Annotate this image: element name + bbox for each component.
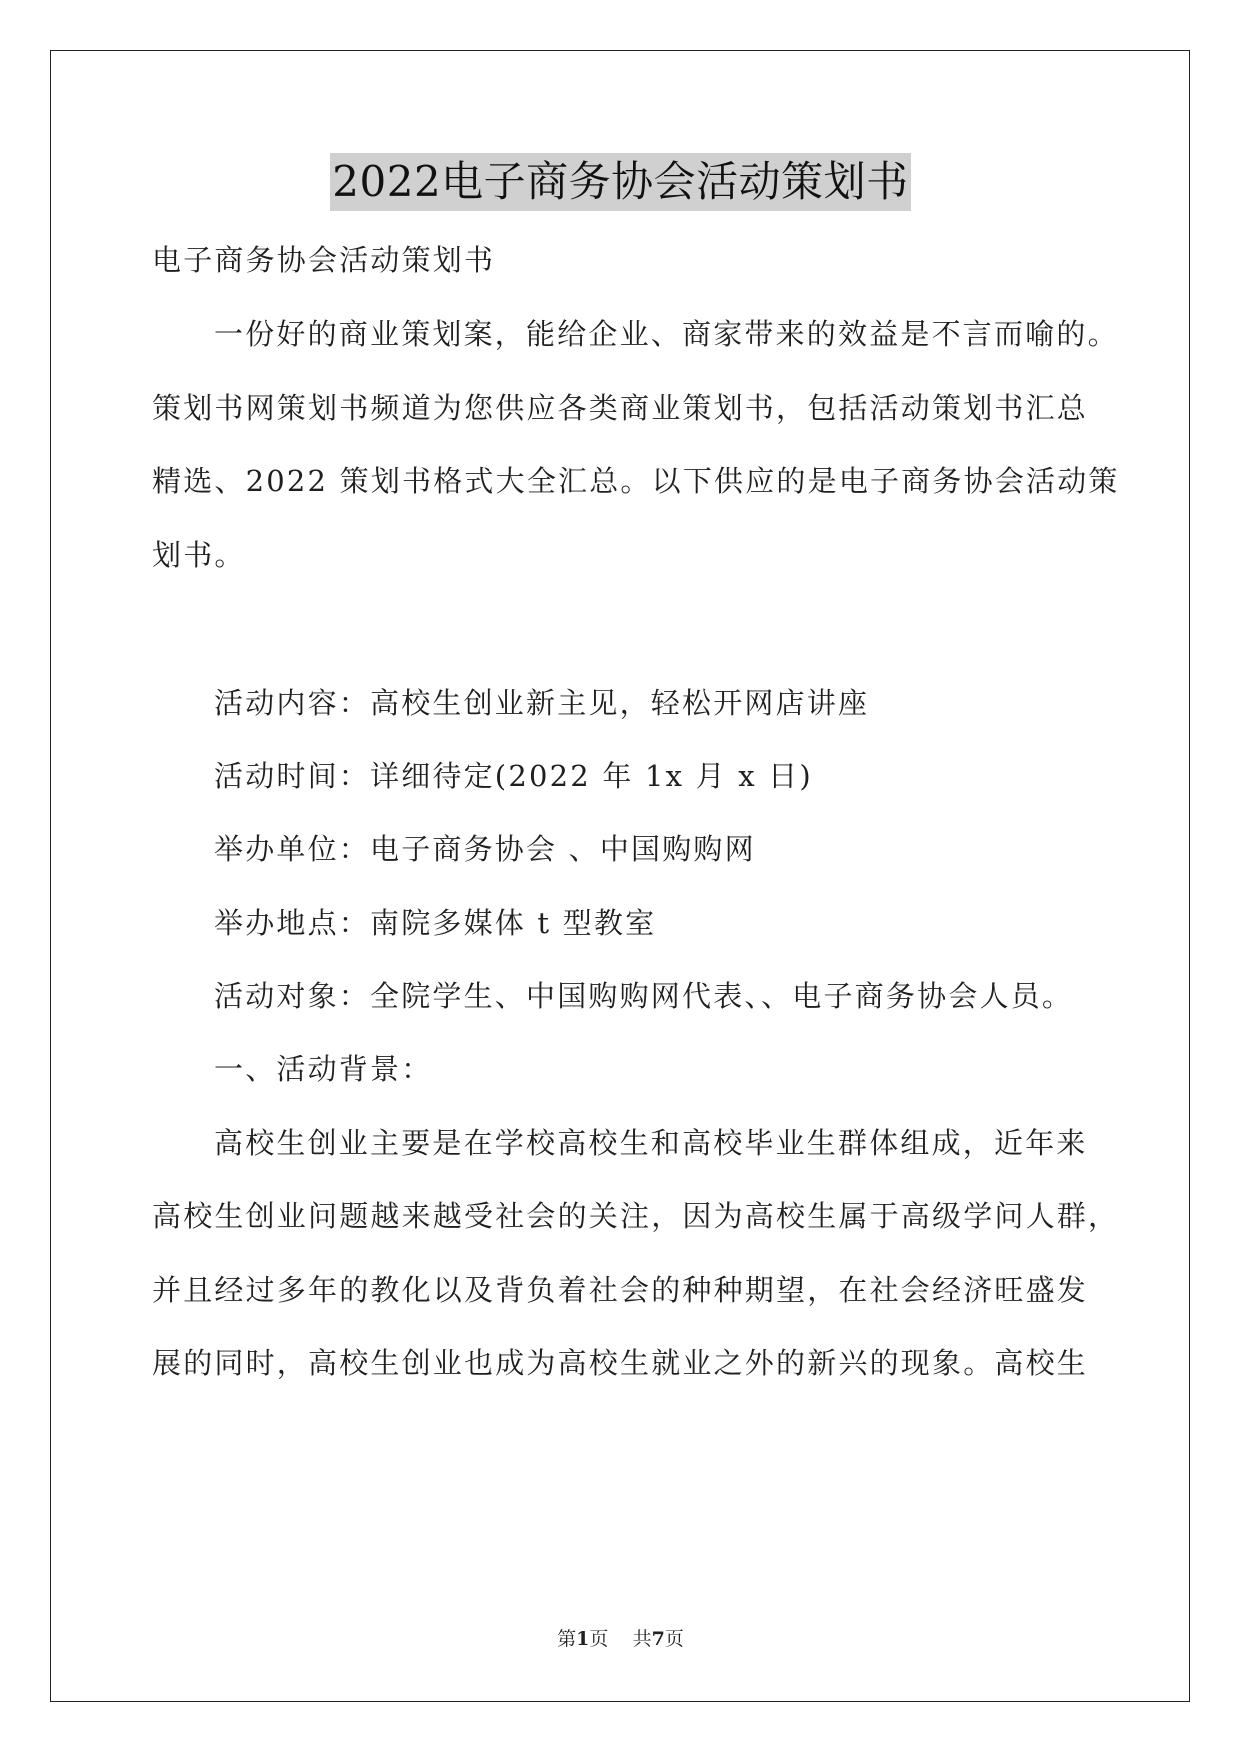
page-footer [0,1626,1241,1652]
document-subtitle: 电子商务协会活动策划书 [152,243,496,277]
section-line-2: 高校生创业问题越来越受社会的关注，因为高校生属于高级学问人群， [152,1199,1120,1233]
intro-line-3: 精选、2022 策划书格式大全汇总。以下供应的是电子商务协会活动策 [152,464,1120,498]
footer-page-number: 1 [576,1628,590,1650]
intro-line-2: 策划书网策划书频道为您供应各类商业策划书，包括活动策划书汇总 [152,391,1089,425]
info-time: 活动时间：详细待定(2022 年 1x 月 x 日) [214,759,813,793]
footer-total-suffix: 页 [664,1628,684,1650]
footer-page-suffix: 页 [589,1628,609,1650]
section-line-1: 高校生创业主要是在学校高校生和高校毕业生群体组成，近年来 [214,1126,1088,1160]
intro-line-4: 划书。 [152,538,246,572]
title-block [0,153,1241,211]
footer-total-prefix: 共 [632,1628,652,1650]
footer-total-pages: 7 [651,1628,665,1650]
page-border [50,50,1190,1702]
info-audience: 活动对象：全院学生、中国购购网代表、、电子商务协会人员。 [214,979,1074,1013]
section-line-3: 并且经过多年的教化以及背负着社会的种种期望，在社会经济旺盛发 [152,1273,1089,1307]
info-location: 举办地点：南院多媒体 t 型教室 [214,906,657,940]
footer-prefix: 第 [557,1628,577,1650]
intro-line-1: 一份好的商业策划案，能给企业、商家带来的效益是不言而喻的。 [214,317,1119,351]
section-line-4: 展的同时，高校生创业也成为高校生就业之外的新兴的现象。高校生 [152,1346,1089,1380]
section-heading: 一、活动背景： [214,1052,433,1086]
document-title: 2022电子商务协会活动策划书 [330,153,910,211]
info-content: 活动内容：高校生创业新主见，轻松开网店讲座 [214,686,870,720]
info-organizer: 举办单位：电子商务协会 、中国购购网 [214,832,756,866]
